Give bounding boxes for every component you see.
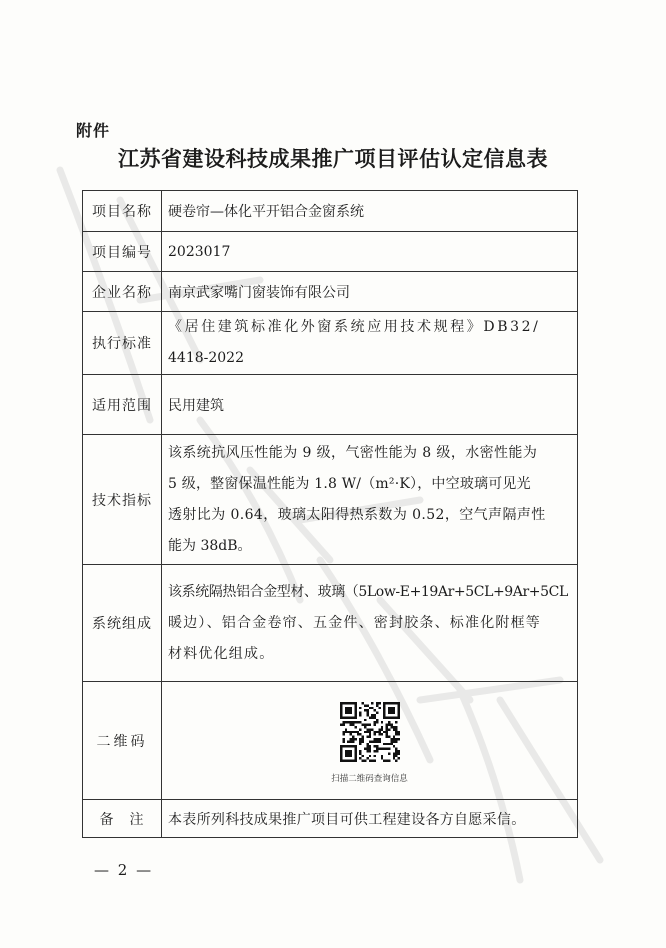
table-row: [83, 375, 578, 435]
table-row: [83, 312, 578, 375]
page-title: 江苏省建设科技成果推广项目评估认定信息表: [118, 146, 548, 171]
system-composition-label: 系统组成: [83, 565, 162, 682]
technical-indicators-label: 技术指标: [83, 435, 162, 565]
remarks-value: 本表所列科技成果推广项目可供工程建设各方自愿采信。: [162, 800, 578, 838]
standard-label: 执行标准: [83, 312, 162, 375]
composition-line: 该系统隔热铝合金型材、玻璃（5Low-E+19Ar+5CL+9Ar+5CL: [168, 583, 568, 600]
table-row: [83, 800, 578, 838]
technical-line: 能为 38dB。: [168, 537, 252, 554]
qr-code-caption: 扫描二维码查询信息: [331, 773, 408, 784]
table-row: [83, 565, 578, 682]
system-composition-value: [162, 565, 578, 682]
attachment-label: 附件: [76, 121, 111, 140]
qr-code-image[interactable]: [340, 702, 400, 762]
table-row: [83, 191, 578, 232]
project-name-label: 项目名称: [83, 191, 162, 232]
table-row: [83, 682, 578, 800]
standard-line: 4418-2022: [168, 350, 244, 366]
technical-line: 5 级，整窗保温性能为 1.8 W/（m²·K），中空玻璃可见光: [168, 475, 531, 492]
composition-line: 暖边）、铝合金卷帘、五金件、密封胶条、标准化附框等: [168, 614, 541, 631]
table-row: [83, 272, 578, 312]
table-row: [83, 232, 578, 272]
technical-line: 该系统抗风压性能为 9 级，气密性能为 8 级，水密性能为: [168, 444, 538, 461]
qr-code-label: 二维码: [83, 682, 162, 800]
technical-line: 透射比为 0.64，玻璃太阳得热系数为 0.52，空气声隔声性: [168, 506, 546, 523]
project-name-value: 硬卷帘—体化平开铝合金窗系统: [162, 191, 578, 232]
company-name-value: 南京武家嘴门窗装饰有限公司: [162, 272, 578, 312]
qr-code-cell: [162, 682, 578, 800]
standard-value: [162, 312, 578, 375]
remarks-label: 备 注: [83, 800, 162, 838]
info-table: [82, 190, 578, 838]
standard-line: 《居住建筑标准化外窗系统应用技术规程》DB32/: [168, 319, 541, 335]
table-row: [83, 435, 578, 565]
technical-indicators-value: [162, 435, 578, 565]
page-number: — 2 —: [94, 861, 154, 879]
composition-line: 材料优化组成。: [168, 645, 275, 662]
scope-label: 适用范围: [83, 375, 162, 435]
company-name-label: 企业名称: [83, 272, 162, 312]
project-number-label: 项目编号: [83, 232, 162, 272]
project-number-value: 2023017: [162, 232, 578, 272]
scope-value: 民用建筑: [162, 375, 578, 435]
